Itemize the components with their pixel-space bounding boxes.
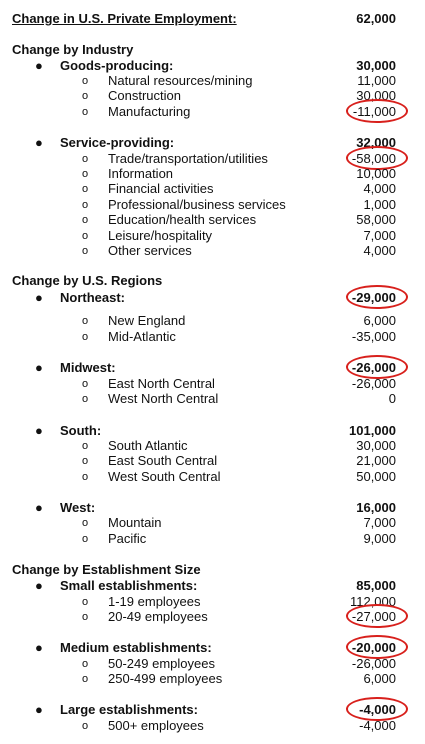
bullet-icon: ●: [35, 360, 43, 375]
headline-row: [0, 11, 425, 27]
item-label: Mid-Atlantic: [108, 329, 176, 344]
list-item: [0, 197, 425, 213]
category-service-providing: [0, 135, 425, 151]
size-value: 85,000: [356, 578, 396, 593]
size-large: [0, 702, 425, 718]
sub-bullet-icon: o: [82, 106, 89, 118]
list-item: [0, 212, 425, 228]
category-goods-producing: [0, 58, 425, 74]
sub-bullet-icon: o: [82, 673, 89, 685]
sub-bullet-icon: o: [82, 245, 89, 257]
list-item: [0, 151, 425, 167]
region-label: Midwest:: [60, 360, 116, 375]
item-label: 50-249 employees: [108, 656, 215, 671]
section-heading-label: Change by Establishment Size: [12, 562, 201, 577]
size-value: -4,000: [359, 702, 396, 717]
region-west: [0, 500, 425, 516]
item-value: -35,000: [351, 329, 396, 344]
sub-bullet-icon: o: [82, 230, 89, 242]
item-value: 6,000: [363, 313, 396, 328]
item-value: 0: [388, 391, 396, 406]
size-label: Small establishments:: [60, 578, 198, 593]
list-item: [0, 88, 425, 104]
list-item: [0, 594, 425, 610]
sub-bullet-icon: o: [82, 183, 89, 195]
category-value: 32,000: [356, 135, 396, 150]
list-item: [0, 166, 425, 182]
sub-bullet-icon: o: [82, 315, 89, 327]
category-label: Goods-producing:: [60, 58, 174, 73]
sub-bullet-icon: o: [82, 455, 89, 467]
headline-label: Change in U.S. Private Employment:: [12, 11, 237, 26]
headline-value: 62,000: [356, 11, 396, 26]
sub-bullet-icon: o: [82, 720, 89, 732]
item-value: -11,000: [352, 104, 396, 119]
sub-bullet-icon: o: [82, 393, 89, 405]
item-label: 20-49 employees: [108, 609, 208, 624]
list-item: [0, 73, 425, 89]
section-heading-regions: [0, 273, 425, 289]
item-label: Other services: [108, 243, 192, 258]
sub-bullet-icon: o: [82, 440, 89, 452]
item-value: 58,000: [356, 212, 396, 227]
region-south: [0, 423, 425, 439]
item-value: 21,000: [356, 453, 396, 468]
item-value: -58,000: [351, 151, 396, 166]
item-value: 6,000: [363, 671, 396, 686]
item-label: 250-499 employees: [108, 671, 223, 686]
item-value: -27,000: [351, 609, 396, 624]
list-item: [0, 718, 425, 734]
region-value: 16,000: [356, 500, 396, 515]
section-heading-label: Change by Industry: [12, 42, 134, 57]
item-label: Leisure/hospitality: [108, 228, 213, 243]
list-item: [0, 469, 425, 485]
list-item: [0, 313, 425, 329]
sub-bullet-icon: o: [82, 199, 89, 211]
sub-bullet-icon: o: [82, 168, 89, 180]
list-item: [0, 609, 425, 625]
item-value: 30,000: [356, 438, 396, 453]
list-item: [0, 228, 425, 244]
bullet-icon: ●: [35, 135, 43, 150]
item-label: Natural resources/mining: [108, 73, 253, 88]
list-item: [0, 329, 425, 345]
list-item: [0, 243, 425, 259]
list-item: [0, 438, 425, 454]
item-label: 500+ employees: [108, 718, 204, 733]
item-label: Mountain: [108, 515, 162, 530]
item-label: East North Central: [108, 376, 215, 391]
list-item: [0, 656, 425, 672]
item-value: 50,000: [356, 469, 396, 484]
size-label: Medium establishments:: [60, 640, 212, 655]
bullet-icon: ●: [35, 423, 43, 438]
item-label: Trade/transportation/utilities: [108, 151, 268, 166]
region-northeast: [0, 290, 425, 306]
bullet-icon: ●: [35, 578, 43, 593]
item-label: Professional/business services: [108, 197, 286, 212]
bullet-icon: ●: [35, 702, 43, 717]
size-medium: [0, 640, 425, 656]
bullet-icon: ●: [35, 290, 43, 305]
item-value: 4,000: [363, 181, 396, 196]
sub-bullet-icon: o: [82, 533, 89, 545]
region-label: South:: [60, 423, 102, 438]
sub-bullet-icon: o: [82, 75, 89, 87]
item-label: Financial activities: [108, 181, 214, 196]
item-value: 10,000: [356, 166, 396, 181]
item-value: -26,000: [351, 656, 396, 671]
size-label: Large establishments:: [60, 702, 198, 717]
item-label: Construction: [108, 88, 181, 103]
bullet-icon: ●: [35, 500, 43, 515]
list-item: [0, 515, 425, 531]
sub-bullet-icon: o: [82, 331, 89, 343]
list-item: [0, 453, 425, 469]
section-heading-industry: [0, 42, 425, 58]
sub-bullet-icon: o: [82, 517, 89, 529]
item-label: Information: [108, 166, 174, 181]
item-label: 1-19 employees: [108, 594, 201, 609]
item-value: 7,000: [363, 515, 396, 530]
item-value: 112,000: [349, 594, 396, 609]
list-item: [0, 104, 425, 120]
item-label: Education/health services: [108, 212, 257, 227]
section-heading-establishment-size: [0, 562, 425, 578]
item-value: 9,000: [363, 531, 396, 546]
sub-bullet-icon: o: [82, 214, 89, 226]
region-label: West:: [60, 500, 96, 515]
sub-bullet-icon: o: [82, 611, 89, 623]
region-value: -29,000: [351, 290, 396, 305]
item-label: New England: [108, 313, 186, 328]
item-value: 30,000: [356, 88, 396, 103]
list-item: [0, 181, 425, 197]
item-value: -26,000: [351, 376, 396, 391]
item-label: West North Central: [108, 391, 219, 406]
list-item: [0, 531, 425, 547]
region-label: Northeast:: [60, 290, 126, 305]
item-value: 7,000: [363, 228, 396, 243]
list-item: [0, 376, 425, 392]
item-label: Manufacturing: [108, 104, 191, 119]
bullet-icon: ●: [35, 58, 43, 73]
sub-bullet-icon: o: [82, 378, 89, 390]
sub-bullet-icon: o: [82, 596, 89, 608]
list-item: [0, 391, 425, 407]
size-value: -20,000: [351, 640, 396, 655]
item-value: 4,000: [363, 243, 396, 258]
size-small: [0, 578, 425, 594]
section-heading-label: Change by U.S. Regions: [12, 273, 163, 288]
item-value: -4,000: [359, 718, 396, 733]
item-label: Pacific: [108, 531, 147, 546]
region-midwest: [0, 360, 425, 376]
sub-bullet-icon: o: [82, 471, 89, 483]
region-value: -26,000: [351, 360, 396, 375]
item-label: West South Central: [108, 469, 221, 484]
item-label: East South Central: [108, 453, 218, 468]
category-label: Service-providing:: [60, 135, 175, 150]
sub-bullet-icon: o: [82, 90, 89, 102]
region-value: 101,000: [349, 423, 396, 438]
item-label: South Atlantic: [108, 438, 188, 453]
bullet-icon: ●: [35, 640, 43, 655]
sub-bullet-icon: o: [82, 658, 89, 670]
list-item: [0, 671, 425, 687]
sub-bullet-icon: o: [82, 153, 89, 165]
item-value: 1,000: [363, 197, 396, 212]
item-value: 11,000: [357, 73, 396, 88]
category-value: 30,000: [356, 58, 396, 73]
